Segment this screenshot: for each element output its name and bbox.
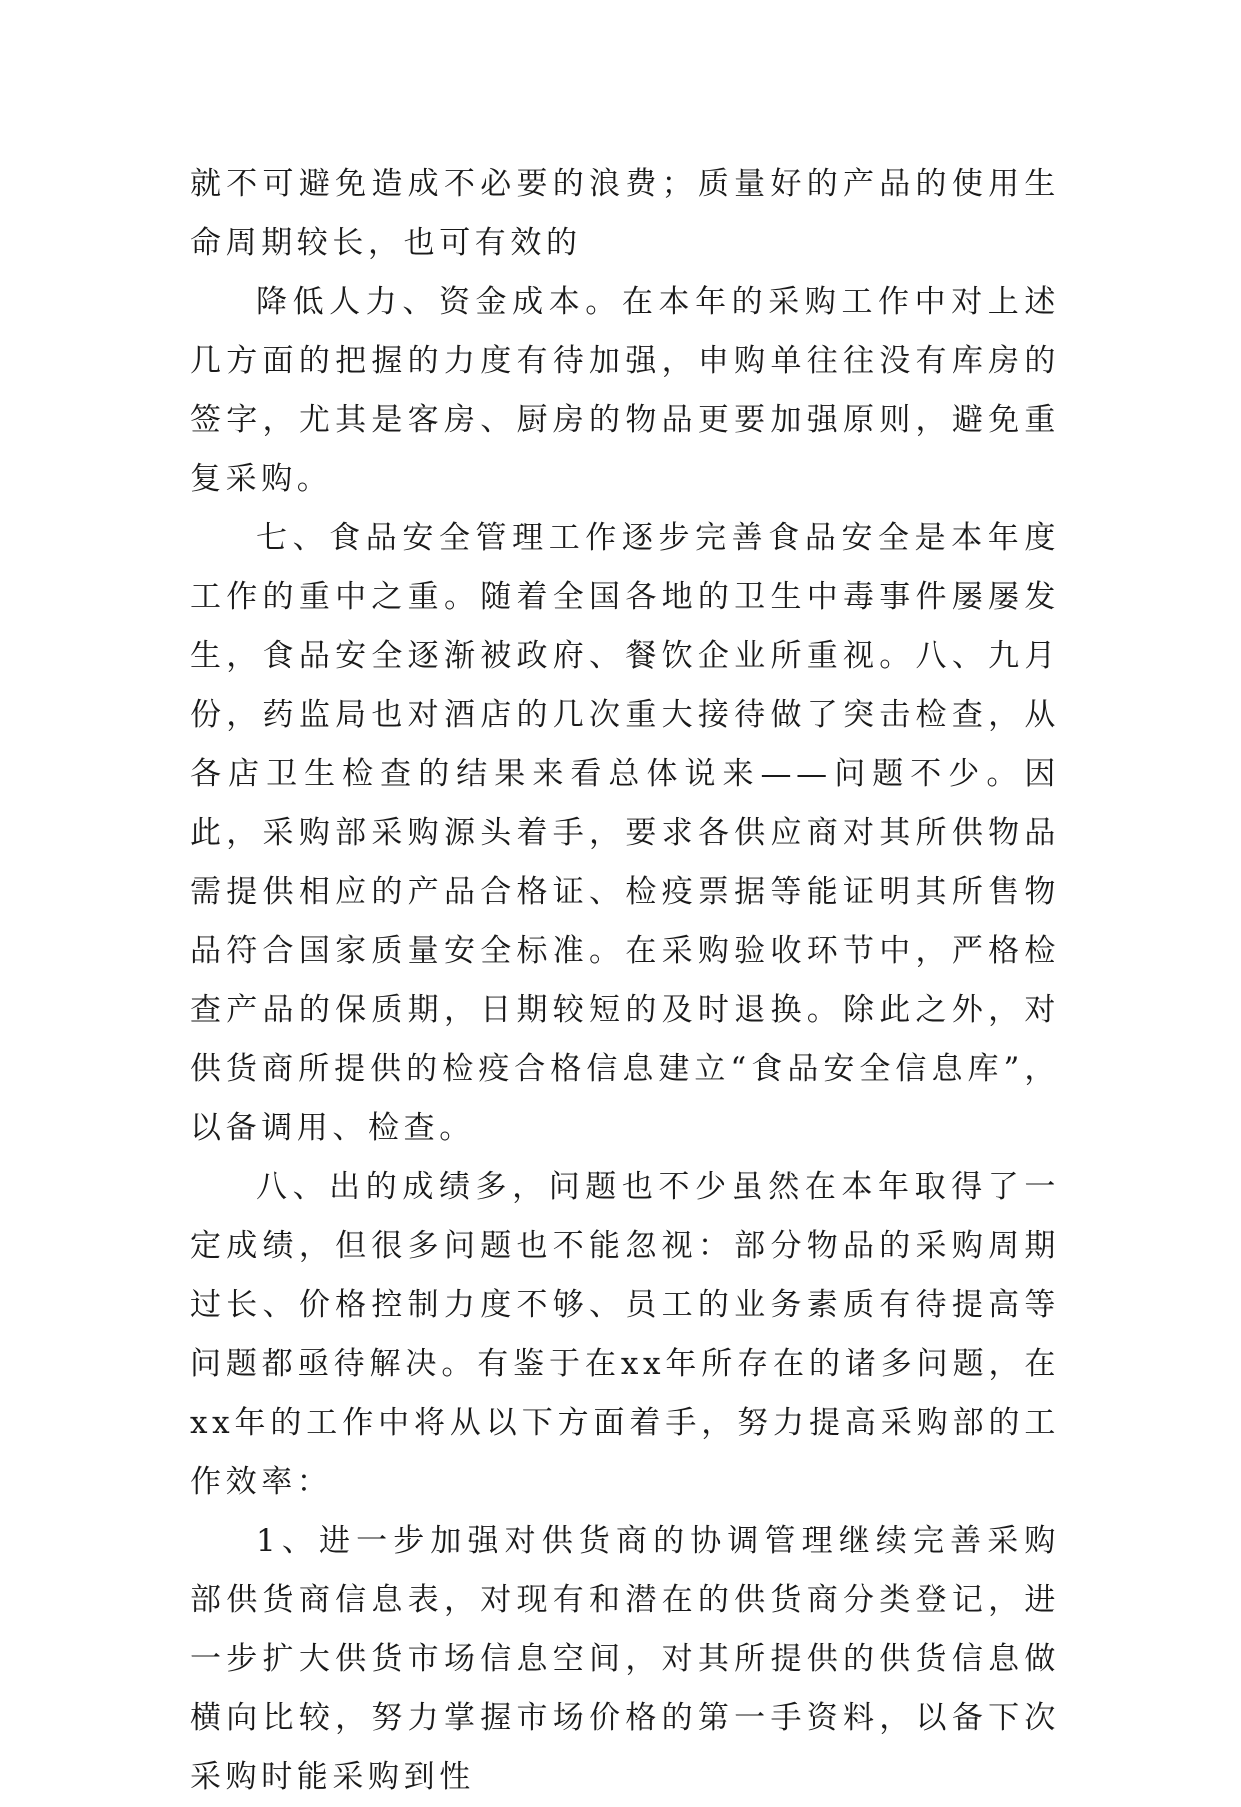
document-body bbox=[190, 155, 1060, 1807]
paragraph-3: 七、食品安全管理工作逐步完善食品安全是本年度工作的重中之重。随着全国各地的卫生中毒事件屡屡发生，食品安全逐渐被政府、餐饮企业所重视。八、九月份，药监局也对酒店的几次重大接待做了突击检查，从各店卫生检查的结果来看总体说来——问题不少。因此，采购部采购源头着手，要求各供应商对其所供物品需提供相应的产品合格证、检疫票据等能证明其所售物品符合国家质量安全标准。在采购验收环节中，严格检查产品的保质期，日期较短的及时退换。除此之外，对供货商所提供的检疫合格信息建立“食品安全信息库”，以备调用、检查。 bbox=[190, 520, 1060, 1146]
paragraph-2: 降低人力、资金成本。在本年的采购工作中对上述几方面的把握的力度有待加强，申购单往往没有库房的签字，尤其是客房、厨房的物品更要加强原则，避免重复采购。 bbox=[190, 284, 1060, 497]
paragraph-4: 八、出的成绩多，问题也不少虽然在本年取得了一定成绩，但很多问题也不能忽视：部分物品的采购周期过长、价格控制力度不够、员工的业务素质有待提高等问题都亟待解决。有鉴于在xx年所存在的诸多问题，在xx年的工作中将从以下方面着手，努力提高采购部的工作效率： bbox=[190, 1169, 1060, 1500]
paragraph-1: 就不可避免造成不必要的浪费；质量好的产品的使用生命周期较长，也可有效的 bbox=[190, 166, 1060, 261]
paragraph-5: 1、进一步加强对供货商的协调管理继续完善采购部供货商信息表，对现有和潜在的供货商分类登记，进一步扩大供货市场信息空间，对其所提供的供货信息做横向比较，努力掌握市场价格的第一手资料，以备下次采购时能采购到性 bbox=[190, 1523, 1060, 1795]
